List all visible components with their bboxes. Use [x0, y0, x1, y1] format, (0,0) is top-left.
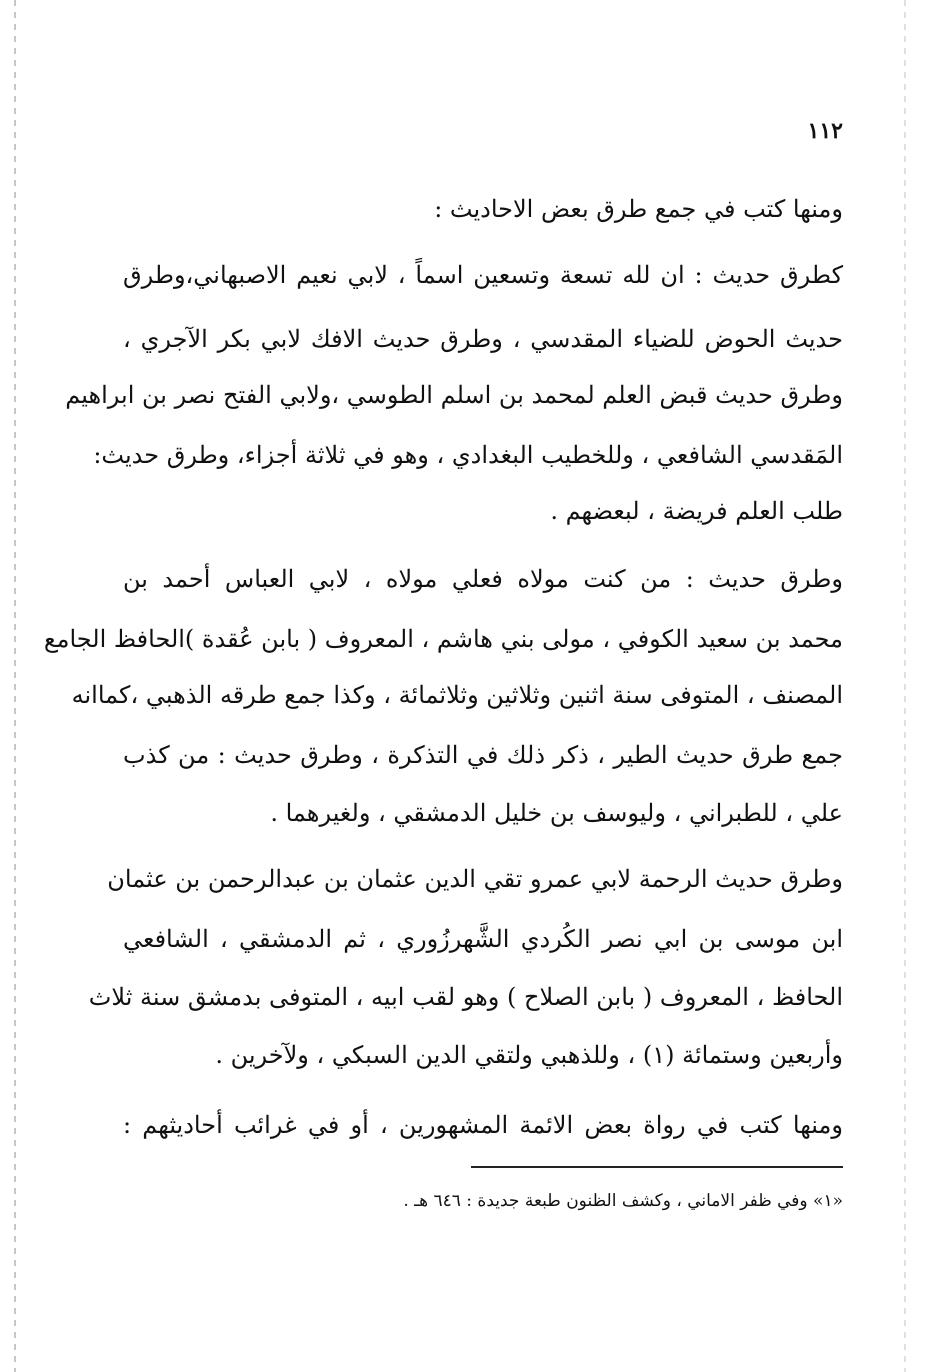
- text-line-16: ومنها كتب في رواة بعض الائمة المشهورين ، أو في غرائب أحاديثهم :: [123, 1111, 843, 1139]
- text-line-4: وطرق حديث قبض العلم لمحمد بن اسلم الطوسي ،ولابي الفتح نصر بن ابراهيم: [65, 381, 843, 409]
- text-line-8: محمد بن سعيد الكوفي ، مولى بني هاشم ، المعروف ( بابن عُقدة )الحافظ الجامع: [43, 625, 843, 653]
- page-number: ١١٢: [807, 118, 843, 144]
- text-line-5: المَقدسي الشافعي ، وللخطيب البغدادي ، وهو في ثلاثة أجزاء، وطرق حديث:: [93, 441, 843, 469]
- heading-line-1: ومنها كتب في جمع طرق بعض الاحاديث :: [434, 195, 843, 223]
- footnote-separator: [471, 1166, 843, 1168]
- text-line-7: وطرق حديث : من كنت مولاه فعلي مولاه ، لابي العباس أحمد بن: [123, 565, 843, 593]
- text-line-11: علي ، للطبراني ، وليوسف بن خليل الدمشقي ، ولغيرهما .: [270, 799, 843, 827]
- scan-margin-dots-right: [904, 0, 906, 1372]
- text-line-15: وأربعين وستمائة (١) ، وللذهبي ولتقي الدين السبكي ، ولآخرين .: [215, 1041, 843, 1069]
- text-line-12: وطرق حديث الرحمة لابي عمرو تقي الدين عثمان بن عبدالرحمن بن عثمان: [107, 865, 843, 893]
- text-line-13: ابن موسى بن ابي نصر الكُردي الشَّهرزُوري ، ثم الدمشقي ، الشافعي: [123, 925, 843, 953]
- footnote: «١» وفي ظفر الاماني ، وكشف الظنون طبعة جديدة : ٦٤٦ هـ .: [403, 1191, 843, 1211]
- text-line-9: المصنف ، المتوفى سنة اثنين وثلاثين وثلاثمائة ، وكذا جمع طرقه الذهبي ،كماانه: [71, 681, 843, 709]
- text-line-14: الحافظ ، المعروف ( بابن الصلاح ) وهو لقب ابيه ، المتوفى بدمشق سنة ثلاث: [88, 983, 843, 1011]
- text-line-10: جمع طرق حديث الطير ، ذكر ذلك في التذكرة ، وطرق حديث : من كذب: [123, 741, 843, 769]
- text-line-3: حديث الحوض للضياء المقدسي ، وطرق حديث الافك لابي بكر الآجري ،: [123, 325, 843, 353]
- scan-margin-dots-left: [14, 0, 16, 1372]
- text-line-6: طلب العلم فريضة ، لبعضهم .: [550, 497, 843, 525]
- text-line-2: كطرق حديث : ان لله تسعة وتسعين اسماً ، لابي نعيم الاصبهاني،وطرق: [123, 261, 843, 289]
